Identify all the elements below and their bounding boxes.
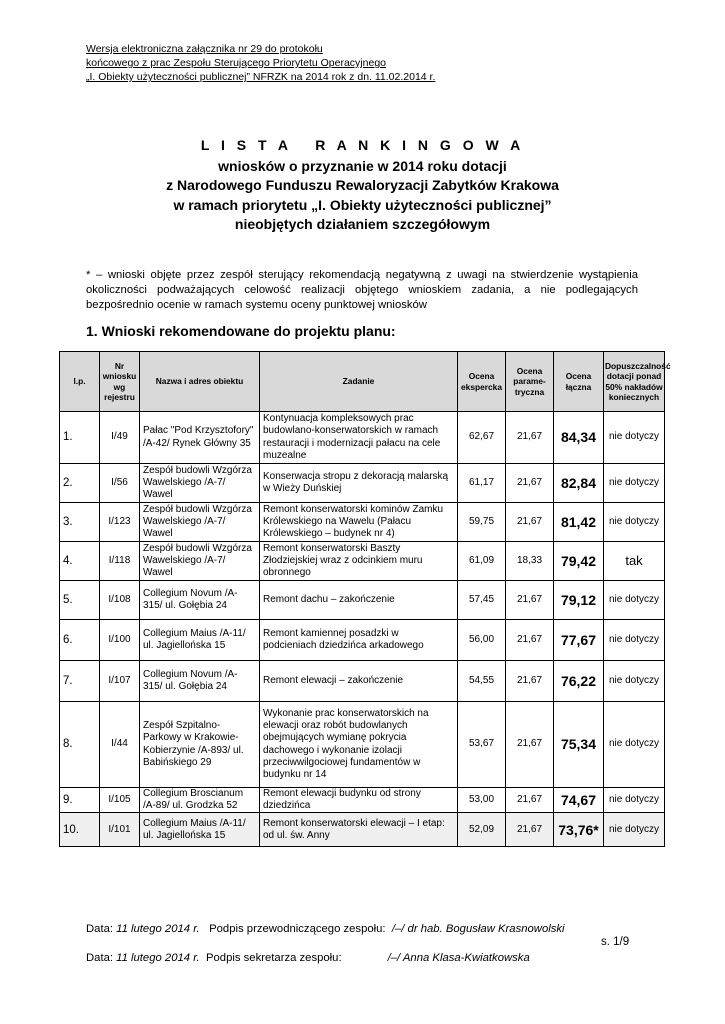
footer-label: Podpis sekretarza zespołu: [199,952,342,964]
row-name: Pałac "Pod Krzysztofory" /A-42/ Rynek Główny 35 [140,412,260,464]
title-line: nieobjętych działaniem szczegółowym [234,216,491,232]
row-allowed: nie dotyczy [604,620,665,661]
row-expert-score: 54,55 [458,661,506,702]
row-expert-score: 53,67 [458,702,506,788]
row-total-score: 84,34 [554,412,604,464]
row-expert-score: 57,45 [458,581,506,620]
header-param: Ocena parame-tryczna [506,352,554,412]
row-allowed: nie dotyczy [604,702,665,788]
row-param-score: 21,67 [506,788,554,813]
row-task: Kontynuacja kompleksowych prac budowlano-konserwatorskich w ramach restauracji i modernizacji pałacu na cele muzealne [260,412,458,464]
row-task: Konserwacja stropu z dekoracją malarską w Wieży Duńskiej [260,464,458,503]
row-total-score: 76,22 [554,661,604,702]
title-line: w ramach priorytetu „I. Obiekty użyteczności publicznej” [173,196,552,213]
row-name: Zespół budowli Wzgórza Wawelskiego /A-7/ Wawel [140,464,260,503]
footer-signature: /–/ Anna Klasa-Kwiatkowska [387,952,530,964]
row-param-score: 21,67 [506,581,554,620]
page-number: s. 1/9 [601,936,630,948]
footer-date: 11 lutego 2014 r. [116,952,200,964]
footer-chair-signature [86,923,565,935]
row-allowed: nie dotyczy [604,503,665,542]
row-name: Collegium Broscianum /A-89/ ul. Grodzka 52 [140,788,260,813]
row-lp: 10. [60,813,100,847]
row-param-score: 21,67 [506,503,554,542]
header-expert: Ocena ekspercka [458,352,506,412]
row-name: Collegium Novum /A-315/ ul. Gołębia 24 [140,581,260,620]
row-param-score: 21,67 [506,412,554,464]
row-nr: I/105 [100,788,140,813]
row-allowed: nie dotyczy [604,788,665,813]
row-allowed: nie dotyczy [604,464,665,503]
table-row [60,464,665,503]
section-heading: 1. Wnioski rekomendowane do projektu planu: [86,323,396,339]
row-lp: 8. [60,702,100,788]
row-lp: 5. [60,581,100,620]
footer-label: Data: [86,952,117,964]
header-allowed: Dopuszczalność dotacji ponad 50% nakładów koniecznych [604,352,665,412]
row-nr: I/108 [100,581,140,620]
row-expert-score: 61,09 [458,542,506,581]
row-task: Wykonanie prac konserwatorskich na elewacji oraz robót budowlanych obejmujących wymianę pokrycia dachowego i wykonanie izolacji przeciwwilgociowej fundamentów w budynku nr 14 [260,702,458,788]
ranking-table [59,351,671,847]
row-task: Remont konserwatorski Baszty Złodziejskiej wraz z odcinkiem muru obronnego [260,542,458,581]
header-name: Nazwa i adres obiektu [140,352,260,412]
footer-label: Data: [86,923,117,935]
row-lp: 1. [60,412,100,464]
header-lp: l.p. [60,352,100,412]
table-row [60,788,665,813]
row-expert-score: 61,17 [458,464,506,503]
table-row [60,542,665,581]
row-total-score: 75,34 [554,702,604,788]
header-note-line: końcowego z prac Zespołu Sterującego Priorytetu Operacyjnego [86,57,386,69]
row-task: Remont elewacji budynku od strony dziedzińca [260,788,458,813]
row-param-score: 21,67 [506,464,554,503]
table-row [60,620,665,661]
header-task: Zadanie [260,352,458,412]
row-nr: I/44 [100,702,140,788]
row-param-score: 21,67 [506,661,554,702]
table-header-row [60,352,665,412]
row-task: Remont kamiennej posadzki w podcieniach dziedzińca arkadowego [260,620,458,661]
row-task: Remont elewacji – zakończenie [260,661,458,702]
row-allowed: nie dotyczy [604,661,665,702]
row-nr: I/56 [100,464,140,503]
footer-date: 11 lutego 2014 r. [116,923,200,935]
row-total-score: 81,42 [554,503,604,542]
header-note-line: Wersja elektroniczna załącznika nr 29 do protokołu [86,43,323,55]
row-lp: 2. [60,464,100,503]
footer-label: Podpis przewodniczącego zespołu: [199,923,392,935]
row-expert-score: 52,09 [458,813,506,847]
row-lp: 7. [60,661,100,702]
table-row [60,702,665,788]
row-expert-score: 53,00 [458,788,506,813]
row-name: Zespół budowli Wzgórza Wawelskiego /A-7/ Wawel [140,542,260,581]
header-nr: Nr wniosku wg rejestru [100,352,140,412]
footnote: * – wnioski objęte przez zespół sterujący rekomendacją negatywną z uwagi na stwierdzenie wystąpienia okoliczności podważających celowość realizacji objętego wnioskiem zadania, a nie podlegających bezpośrednio ocenie w ramach systemu oceny punktowej wniosków [86,269,638,311]
row-name: Collegium Maius /A-11/ ul. Jagiellońska 15 [140,813,260,847]
table-row [60,661,665,702]
row-allowed: tak [604,542,665,581]
row-name: Zespół Szpitalno-Parkowy w Krakowie-Kobierzynie /A-893/ ul. Babińskiego 29 [140,702,260,788]
header-total: Ocena łączna [554,352,604,412]
row-nr: I/107 [100,661,140,702]
row-total-score: 79,42 [554,542,604,581]
row-lp: 9. [60,788,100,813]
title-line: L I S T A R A N K I N G O W A [200,137,525,153]
row-task: Remont dachu – zakończenie [260,581,458,620]
footer-secretary-signature [86,952,530,964]
row-name: Zespół budowli Wzgórza Wawelskiego /A-7/ Wawel [140,503,260,542]
row-name: Collegium Novum /A-315/ ul. Gołębia 24 [140,661,260,702]
row-expert-score: 62,67 [458,412,506,464]
table-row [60,581,665,620]
table-row [60,813,665,847]
row-total-score: 74,67 [554,788,604,813]
row-task: Remont konserwatorski kominów Zamku Królewskiego na Wawelu (Pałacu Królewskiego – budynek nr 4) [260,503,458,542]
row-param-score: 21,67 [506,620,554,661]
row-nr: I/118 [100,542,140,581]
row-expert-score: 56,00 [458,620,506,661]
row-name: Collegium Maius /A-11/ ul. Jagiellońska 15 [140,620,260,661]
title-line: wniosków o przyznanie w 2014 roku dotacji [218,157,507,174]
row-nr: I/101 [100,813,140,847]
row-nr: I/100 [100,620,140,661]
row-lp: 3. [60,503,100,542]
row-total-score: 79,12 [554,581,604,620]
row-nr: I/123 [100,503,140,542]
row-nr: I/49 [100,412,140,464]
title-line: z Narodowego Funduszu Rewaloryzacji Zabytków Krakowa [166,177,559,193]
row-task: Remont konserwatorski elewacji – I etap: od ul. św. Anny [260,813,458,847]
row-param-score: 21,67 [506,702,554,788]
document-title [0,136,725,235]
row-expert-score: 59,75 [458,503,506,542]
row-allowed: nie dotyczy [604,581,665,620]
row-allowed: nie dotyczy [604,412,665,464]
row-allowed: nie dotyczy [604,813,665,847]
row-total-score: 82,84 [554,464,604,503]
row-total-score: 77,67 [554,620,604,661]
table-row [60,412,665,464]
header-note [86,42,435,84]
row-lp: 4. [60,542,100,581]
footer-signature: /–/ dr hab. Bogusław Krasnowolski [391,923,565,935]
row-total-score: 73,76* [554,813,604,847]
row-param-score: 21,67 [506,813,554,847]
row-param-score: 18,33 [506,542,554,581]
row-lp: 6. [60,620,100,661]
header-note-line: „I. Obiekty użyteczności publicznej” NFRZK na 2014 rok z dn. 11.02.2014 r. [86,71,436,83]
table-row [60,503,665,542]
